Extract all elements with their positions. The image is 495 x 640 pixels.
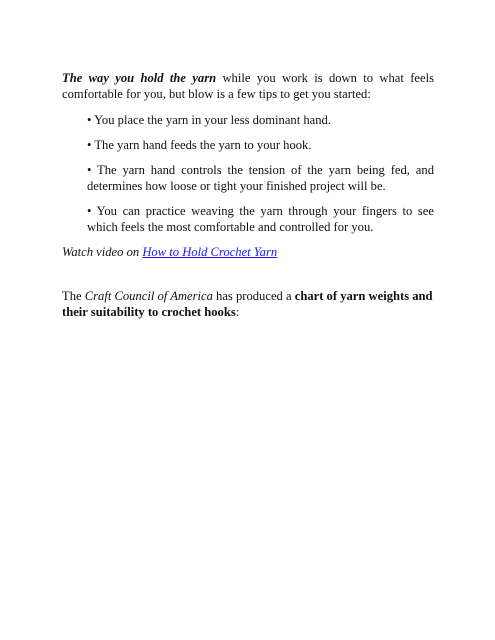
chart-intro-mid: has produced a [212,289,295,303]
list-item: • You place the yarn in your less dominant hand. [87,113,332,127]
list-item: • The yarn hand feeds the yarn to your hook. [87,138,312,152]
chart-intro-end: : [235,305,240,319]
video-link[interactable]: How to Hold Crochet Yarn [142,245,278,259]
video-line [62,244,434,260]
chart-intro-bold: chart of yarn weights and their suitability to crochet hooks [62,289,433,319]
intro-paragraph [62,70,434,102]
intro-lead: The way you hold the yarn [62,71,217,85]
chart-intro-paragraph [62,288,434,320]
chart-intro-pre: The [62,289,85,303]
tips-list [62,112,434,235]
list-item: • You can practice weaving the yarn through your fingers to see which feels the most comfortable and controlled for you. [87,204,434,234]
intro-rest: while you work is down to what feels comfortable for you, but blow is a few tips to get you started: [62,71,434,101]
organization-name: Craft Council of America [84,289,213,303]
list-item: • The yarn hand controls the tension of the yarn being fed, and determines how loose or tight your finished project will be. [87,163,434,193]
video-prefix: Watch video on [62,245,143,259]
document-page [62,70,434,320]
